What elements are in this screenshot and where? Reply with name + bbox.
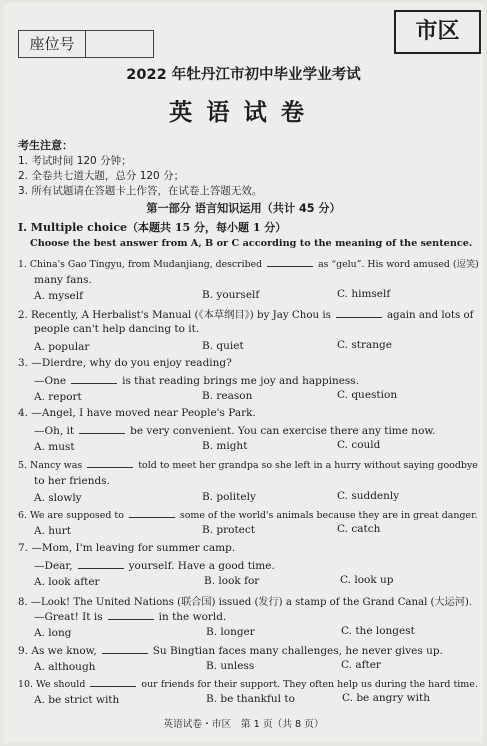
notice-heading: 考生注意：: [18, 139, 73, 152]
question-2-line2: people can't help dancing to it.: [34, 323, 200, 335]
question-7-option-b: B. look for: [204, 575, 260, 587]
exam-title: 2022 年牡丹江市初中毕业学业考试: [126, 67, 361, 83]
question-4-line2: —Oh, it be very convenient. You can exercise there any time now.: [34, 425, 436, 437]
answer-blank: [71, 374, 117, 384]
question-6-line1: 6. We are supposed to some of the world's animals because they are in great danger.: [18, 510, 478, 521]
question-8-line2: —Great! It is in the world.: [34, 611, 227, 623]
question-6-option-c: C. catch: [337, 523, 381, 535]
answer-blank: [267, 257, 313, 267]
section-instruction: Choose the best answer from A, B or C according to the meaning of the sentence.: [30, 238, 473, 249]
question-10-option-b: B. be thankful to: [206, 693, 295, 705]
question-1-option-b: B. yourself: [202, 289, 260, 301]
notice-item: 1. 考试时间 120 分钟；: [18, 155, 132, 167]
question-10-option-c: C. be angry with: [342, 692, 430, 704]
question-7-line1: 7. —Mom, I'm leaving for summer camp.: [18, 542, 236, 554]
question-8-option-b: B. longer: [206, 626, 255, 638]
question-2-option-c: C. strange: [337, 339, 392, 351]
question-4-option-a: A. must: [34, 441, 75, 453]
question-3-line1: 3. —Dierdre, why do you enjoy reading?: [18, 357, 232, 369]
question-5-option-c: C. suddenly: [337, 490, 400, 502]
question-3-option-a: A. report: [34, 391, 82, 403]
question-9-line1: 9. As we know, Su Bingtian faces many challenges, he never gives up.: [18, 645, 443, 657]
question-4-line1: 4. —Angel, I have moved near People's Park.: [18, 407, 256, 419]
question-7-option-a: A. look after: [34, 576, 100, 588]
notice-item: 3. 所有试题请在答题卡上作答，在试卷上答题无效。: [18, 185, 263, 197]
seat-number-label: 座位号: [19, 31, 86, 57]
question-7-line2: —Dear, yourself. Have a good time.: [34, 560, 275, 572]
answer-blank: [78, 559, 124, 569]
answer-blank: [90, 677, 136, 687]
answer-blank: [87, 458, 133, 468]
question-8-option-a: A. long: [34, 627, 72, 639]
question-9-option-a: A. although: [34, 661, 96, 673]
question-1-line1: 1. China's Gao Tingyu, from Mudanjiang, described as “gelu”. His word amused (逗笑): [18, 259, 479, 270]
question-10-line1: 10. We should our friends for their support. They often help us during the hard time.: [18, 679, 478, 690]
question-3-line2: —One is that reading brings me joy and happiness.: [34, 375, 360, 387]
notice-item: 2. 全卷共七道大题，总分 120 分；: [18, 170, 185, 182]
section-heading: I. Multiple choice（本题共 15 分，每小题 1 分）: [18, 221, 287, 234]
question-2-option-b: B. quiet: [202, 340, 244, 352]
question-1-option-a: A. myself: [34, 290, 83, 302]
answer-blank: [129, 508, 175, 518]
question-2-line1: 2. Recently, A Herbalist's Manual (《本草纲目》) by Jay Chou is again and lots of: [18, 309, 474, 321]
page-footer: 英语试卷・市区 第 1 页（共 8 页）: [163, 719, 324, 730]
answer-blank: [79, 424, 125, 434]
answer-blank: [102, 644, 148, 654]
question-1-option-c: C. himself: [337, 288, 391, 300]
question-5-option-b: B. politely: [202, 491, 256, 503]
question-5-line1: 5. Nancy was told to meet her grandpa so she left in a hurry without saying goodbye: [18, 460, 478, 471]
question-8-option-c: C. the longest: [341, 625, 415, 637]
question-3-option-c: C. question: [337, 389, 398, 401]
question-3-option-b: B. reason: [202, 390, 253, 402]
answer-blank: [336, 308, 382, 318]
question-7-option-c: C. look up: [340, 574, 394, 586]
question-9-option-c: C. after: [341, 659, 381, 671]
question-2-option-a: A. popular: [34, 341, 90, 353]
question-4-option-b: B. might: [202, 440, 248, 452]
question-5-line2: to her friends.: [34, 475, 110, 487]
question-6-option-a: A. hurt: [34, 525, 72, 537]
question-5-option-a: A. slowly: [34, 492, 82, 504]
question-9-option-b: B. unless: [206, 660, 255, 672]
question-6-option-b: B. protect: [202, 524, 255, 536]
question-10-option-a: A. be strict with: [34, 694, 120, 706]
question-1-line2: many fans.: [34, 274, 92, 286]
seat-number-box: [18, 30, 154, 58]
answer-blank: [108, 610, 154, 620]
part-title: 第一部分 语言知识运用（共计 45 分）: [146, 202, 341, 215]
question-8-line1: 8. —Look! The United Nations (联合国) issued (发行) a stamp of the Grand Canal (大运河).: [18, 597, 473, 608]
question-4-option-c: C. could: [337, 439, 381, 451]
area-label-box: 市区: [394, 10, 481, 54]
paper-title: 英语试卷: [168, 99, 319, 126]
